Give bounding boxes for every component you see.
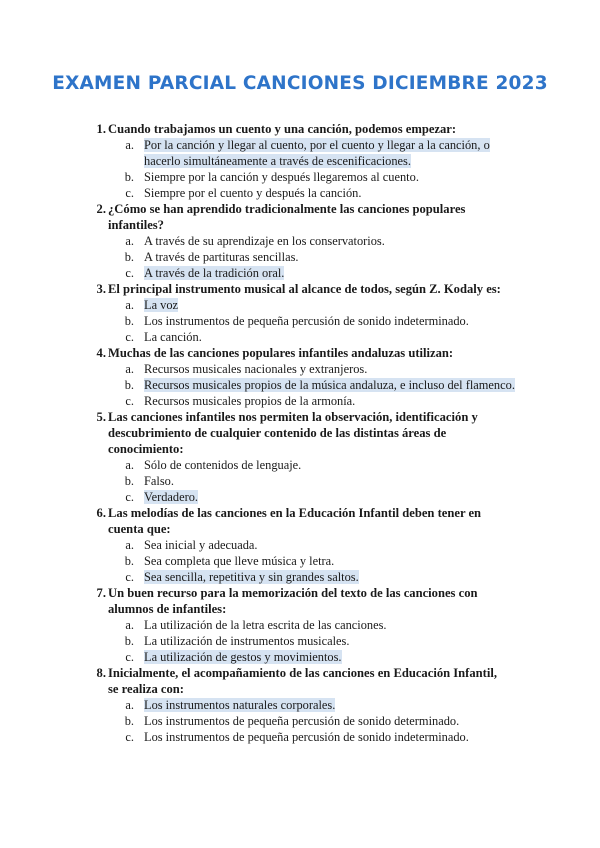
option-text-wrap [144,377,524,393]
answer-option [0,361,600,377]
question-number: 8. [96,666,106,680]
question-item [0,281,600,345]
question-item [0,585,600,665]
option-text-wrap [144,697,524,713]
option-list [0,297,600,345]
option-text: La utilización de gestos y movimientos. [144,650,342,664]
question-text: Muchas de las canciones populares infantiles andaluzas utilizan: [108,346,454,360]
option-letter: b. [124,554,134,568]
option-text: La utilización de instrumentos musicales. [144,634,350,648]
option-text-wrap [144,233,524,249]
option-text: Siempre por la canción y después llegaremos al cuento. [144,170,419,184]
option-letter: b. [124,714,134,728]
page-title: EXAMEN PARCIAL CANCIONES DICIEMBRE 2023 [52,73,548,94]
question-item [0,201,600,281]
question-number: 7. [96,586,106,600]
option-letter: a. [125,234,134,248]
option-letter: a. [125,698,134,712]
option-text: Verdadero. [144,490,199,504]
option-text: Los instrumentos de pequeña percusión de sonido determinado. [144,714,460,728]
option-letter: c. [125,730,134,744]
option-text: Sea sencilla, repetitiva y sin grandes saltos. [144,570,359,584]
option-text-wrap [144,473,524,489]
option-text-wrap [144,137,524,169]
option-letter: c. [125,490,134,504]
option-text: Los instrumentos de pequeña percusión de sonido indeterminado. [144,314,469,328]
option-letter: c. [125,570,134,584]
option-text-wrap [144,649,524,665]
option-text: A través de la tradición oral. [144,266,285,280]
answer-option [0,185,600,201]
answer-option-highlighted [0,265,600,281]
answer-option [0,729,600,745]
question-text: ¿Cómo se han aprendido tradicionalmente las canciones populares infantiles? [108,202,466,232]
option-text: Sea completa que lleve música y letra. [144,554,335,568]
option-text-wrap [144,329,524,345]
answer-option [0,169,600,185]
option-text-wrap [144,249,524,265]
option-text-wrap [144,617,524,633]
question-number: 5. [96,410,106,424]
option-text-wrap [144,537,524,553]
option-letter: a. [125,298,134,312]
option-text: Recursos musicales nacionales y extranjeros. [144,362,368,376]
option-text-wrap [144,633,524,649]
answer-option [0,457,600,473]
option-letter: b. [124,378,134,392]
option-text: Sólo de contenidos de lenguaje. [144,458,302,472]
question-number: 1. [96,122,106,136]
option-letter: c. [125,186,134,200]
option-list [0,361,600,409]
option-text: La voz [144,298,179,312]
option-text-wrap [144,489,524,505]
option-list [0,537,600,585]
answer-option-highlighted [0,137,600,169]
question-text: Un buen recurso para la memorización del texto de las canciones con alumnos de infantiles: [108,586,478,616]
option-text: Siempre por el cuento y después la canción. [144,186,362,200]
answer-option-highlighted [0,489,600,505]
question-number: 4. [96,346,106,360]
question-list [0,121,600,745]
answer-option [0,473,600,489]
option-list [0,137,600,201]
answer-option [0,249,600,265]
option-list [0,233,600,281]
option-letter: c. [125,394,134,408]
question-text: El principal instrumento musical al alcance de todos, según Z. Kodaly es: [108,282,501,296]
option-letter: c. [125,330,134,344]
option-text-wrap [144,393,524,409]
question-number: 3. [96,282,106,296]
answer-option [0,313,600,329]
option-letter: a. [125,618,134,632]
answer-option-highlighted [0,297,600,313]
option-letter: b. [124,314,134,328]
option-text-wrap [144,265,524,281]
option-letter: b. [124,250,134,264]
answer-option-highlighted [0,569,600,585]
option-letter: b. [124,474,134,488]
option-text: Falso. [144,474,174,488]
question-item [0,505,600,585]
answer-option [0,617,600,633]
option-list [0,697,600,745]
option-letter: a. [125,362,134,376]
option-text-wrap [144,553,524,569]
option-text: La canción. [144,330,202,344]
option-text: La utilización de la letra escrita de las canciones. [144,618,387,632]
option-text: Los instrumentos naturales corporales. [144,698,336,712]
option-text-wrap [144,169,524,185]
option-text-wrap [144,185,524,201]
option-letter: a. [125,538,134,552]
option-letter: c. [125,266,134,280]
option-text-wrap [144,297,524,313]
question-item [0,409,600,505]
answer-option [0,633,600,649]
answer-option [0,329,600,345]
option-letter: c. [125,650,134,664]
option-text: A través de partituras sencillas. [144,250,299,264]
option-text-wrap [144,313,524,329]
option-letter: a. [125,138,134,152]
question-number: 2. [96,202,106,216]
option-text: Los instrumentos de pequeña percusión de sonido indeterminado. [144,730,469,744]
option-letter: a. [125,458,134,472]
option-text: A través de su aprendizaje en los conservatorios. [144,234,385,248]
option-text-wrap [144,361,524,377]
option-letter: b. [124,170,134,184]
question-text: Las canciones infantiles nos permiten la observación, identificación y descubrimiento de cualquier contenido de las distintas áreas de conocimiento: [108,410,478,456]
question-item [0,345,600,409]
question-item [0,121,600,201]
option-text: Por la canción y llegar al cuento, por el cuento y llegar a la canción, o hacerlo simultáneamente a través de escenificaciones. [144,138,490,168]
answer-option [0,233,600,249]
answer-option-highlighted [0,697,600,713]
option-text-wrap [144,729,524,745]
answer-option [0,713,600,729]
option-text-wrap [144,569,524,585]
question-item [0,665,600,745]
option-list [0,617,600,665]
option-text: Recursos musicales propios de la armonía. [144,394,356,408]
option-text-wrap [144,713,524,729]
question-text: Inicialmente, el acompañamiento de las canciones en Educación Infantil, se realiza con: [108,666,498,696]
option-list [0,457,600,505]
answer-option-highlighted [0,649,600,665]
option-text-wrap [144,457,524,473]
option-text: Recursos musicales propios de la música andaluza, e incluso del flamenco. [144,378,515,392]
question-text: Cuando trabajamos un cuento y una canción, podemos empezar: [108,122,457,136]
answer-option [0,393,600,409]
question-text: Las melodías de las canciones en la Educación Infantil deben tener en cuenta que: [108,506,482,536]
question-number: 6. [96,506,106,520]
option-text: Sea inicial y adecuada. [144,538,258,552]
answer-option [0,553,600,569]
answer-option-highlighted [0,377,600,393]
option-letter: b. [124,634,134,648]
answer-option [0,537,600,553]
